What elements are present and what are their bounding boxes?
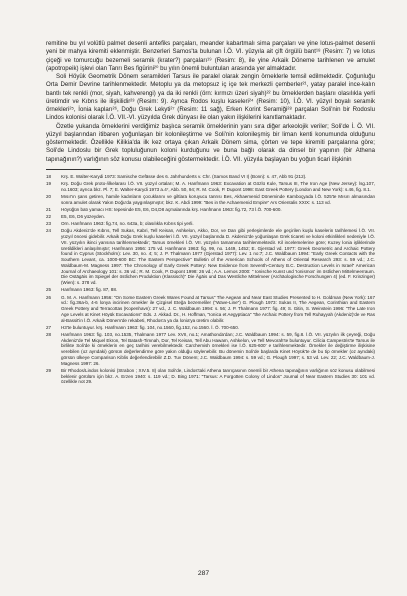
body-paragraph: Soli Höyük Geometrik Dönem seramikleri Tarsus ile paralel olarak zengin örneklerle temsil edilmektedir. Çoğunluğu Orta Demir Devrine tarihlenmektedir. Metoplu ya da metopsuz iç içe tek merkezli çemberler²¹, yatay paralel ince-kalın bantlı tek renkli (mor, siyah, kahverengi) ya da iki renkli (örn: kırmızı üzeri siyah)²² bu örneklerden başlarıı olasılıkla yerli üretimdir ve Kıbrıs ile ilişkilidir²³ (Resim: 9). Ayrıca Rodos kuşlu kaseleri²⁴ (Resim: 10), İ.Ö. VI. yüzyıl boyalı seramik örnekleri²⁵, İonia kapları²⁶, Doğu Grek Lekyti²⁷ (Resim: 11 sağ), Erken Korint Seramiği²⁸ parçaları Soli'nin bir Rodoslu Lindos kolonisi olarak İ.Ö. VII.-VI. yüzyılda Grek dünyası ile olan yakın ilişkilerini kanıtlamaktadır. xyxy=(46,73,375,122)
body-paragraph: remitine bu yıl volütlü palmet desenli antefiks parçaları, meander kabartmalı sima parçaları ve yine lotus-palmet desenli yeni bir mahya kiremiti eklenmiştir. Benzerleri Samos'ta bulunan İ.Ö. VI. yüzyıla ait çift örgülü bant¹⁸ (Resim: 7) ve lotus çiçeği ve tomurcuğu bezemeli seramik (krater?) parçaları¹⁹ (Resim: 8), ile yine Arkaik Döneme tarihlenen ve amulet (apotropeik) işlevi olan Tanrı Bes figürini²⁰ bu yılın önemli buluntuları arasında yer almaktadır. xyxy=(46,40,375,72)
footnote-text: Krş. E. Walter-Karydi 1973: Samische Gefässe des 6. Jahrhunderts v. Chr. (Samos Band VI I) (Bonn): s. 47, Abb 91 (212). xyxy=(61,173,307,179)
footnote-text: Höyüğün batı yamacı HS: tepesinde E5, E6, D4,D8 açmalarında krş. Hanfmann 1963: fig.72, 73 İ.Ö. 700-600. xyxy=(61,206,282,212)
footnote-number: 22 xyxy=(46,214,52,219)
footnote-number: 28 xyxy=(46,331,52,337)
footnote xyxy=(46,194,375,206)
footnote xyxy=(46,221,375,227)
footnote-number: 21 xyxy=(46,206,52,212)
footnote-text: Hanfmann 1963: fig. 103, no.1535, Thalmann 1977 Lev. XVII, no.1; Amathonda'dan; J.C. Waldbaum 1994: s. 59, fig.8. İ.Ö. VII. yüzyılın ilk çeyreği, Doğu Akdeniz'de Tel Miquel Ekron, Tel Batash-Timnah, Dor, Tel Keisan, Tell Abu Hawam, Ashkelon, ve Tell Mevorah'te buluntuyur. Cilicia Campestris'te Tarsus ile birlikte Soli'de ki örneklerin en geç tarihini verebilmektedir. Carchemish örnekleri ise İ.Ö. 625-600' e tarihlenmektedir. Örnekler ile değiştirme ilişkisine verebilen (oz ayrıdaki) görsün değerlendirme göre yakın olduğu söylenebilir. Bu dönemin Soli'de başlarda Kinet Höyük'te de bu tip örnekler (oz ayrıdaki) görsün ülkeye Comparison Kiblis değerlendirebilir Z.D. Tuv Dönem; J.C. Waldbaum 1994: s. 59 vd.; G. Plough 1997; s. 53 vd. Lev. 22; J.C. Waldbaum-J. Magness 1997: 26. xyxy=(61,331,375,366)
footnote xyxy=(46,181,375,193)
footnote-text: G. M. A. Hanfmann 1956: "On Some Eastern Greek Wares Found at Tarsus" The Aegean and Near East Studies Presented to H. Goldman (New York): 167 vd.: fig.36a-b, 4-6 İonya incirinen örnekler ile Çizgisel Eteğa bezemeliler ("Wave-Line") G. Plough 1973: Sukas II, The Aegean, Corinthian and Eastern Greek Pottery and Terracottas (Kopenhavn): 27 vd., J. C. Waldbaum 1994: s. 56; J. P. Thalmann 1977: fig. 49; S. Gitin, S. Weinstein 1996: "The Late Iron Age Levels at Kinet Höyük Excavations" Eds. J. Akkad. Dr., H. Hoffman, "Ionica et Aegyptiaca" "the Archaic Pottery from Tell Ruhayyah (Akdeniz)'de ve Ras al-Bassit'in İ.Ö. Arkaik Dönem'de rekabeti, Rhodos'a ya da İonia'ya üretim olabilir. xyxy=(61,294,375,323)
footnote-separator xyxy=(46,169,101,170)
footnote-number: 26 xyxy=(46,294,52,300)
footnote xyxy=(46,207,375,213)
page-number: 287 xyxy=(197,570,210,577)
footnote-text: Bir Rhodos/Lindos kolonisi (Strabon ; XIV.5. 8) olan Soli'de, Lindos'taki Athena tanrıçasının önemli bir Athena tapınağının varlığının söz konusu olabilmesi beklenir görülüm için bkz. A. Erzen 1940: s. 119 vd.; D. Bing 1971: "Tarsus: A Forgotten Colony of Lindos" Journal of Near Eastern Studies 30: 101 vd. özellikle not 29. xyxy=(61,367,375,385)
footnote-number: 27 xyxy=(46,324,52,330)
body-paragraph: Özetle yukarıda örneklerini verdiğimiz başlıca seramik örneklerinin yanı sıra diğer arkeolojik veriler; Soli'de İ. Ö. VII. yüzyıl başlarından itibaren yoğunlaşan bir kolonileştirme ve Soli'nin kolonileşmiş bir liman kenti konumunda olduğunu göstermektedir. Özellikle Kilikia'da ilk kez ortaya çıkan Arkaik Dönem sima, çörten ve tepe kiremiti parçalarına göre; Soli'de Lindoslu bir Grek topluluğunun koloni kurduğunu ve buna bağlı olarak da dinsel bir yapının (bir Athena tapınağının?) varlığının söz konusu olabileceğini göstermektedir. İ.Ö. VII. yüzyıla başlayan bu yoğun ticari ilişkinin xyxy=(46,122,375,163)
footnote-number: 23 xyxy=(46,221,52,227)
footnote xyxy=(46,295,375,324)
footnote xyxy=(46,174,375,180)
footnote-number: 25 xyxy=(46,287,52,293)
footnote-text: Doğu Akdeniz'de Kıbrıs, Tell Sukas, Kabri, Tell Keisan, Ashkelon, Akko, Dor, ve Dan gibi yerleşimlerde ele geçirilen kuşlu kaselerin tarihlemesi İ.Ö. VII. yüzyıl öncesi gidebilir. Arkaik Doğu Grek kuşlu kaseleri İ.Ö. VII. yüzyıl başlarında D. Akdeniz'de yoğunlaşan Grek ticareti ve koloni etkinlikleri nedeniyle İ.Ö. VII. yüzyılın ikinci yarısına tarihlenmektedir; Tarsus örnekleri İ.Ö. VII. yüzyılın tamamına tarihlenmektedir. Kil incelemelerine göre; Kuzey İonia işliklerinde üretildikleri anlaşılmıştır; Hanfmann 1956: 175 vd. Hanfmann 1963: fig. 99, no. 1449, 1452; E. Gjerstad vd. 1977: Greek Geometric and Archaic Pottery found in Cyprus (Stockholm): Lev. 30, no. 4; 5; J. P. Thalmann 1977 (Gjerstad 1977): Lev. 1 no:7; J.C. Waldbaum 1994: "Early Greek Contacts with the Southern Levant, ca. 1000-600 BC: The Eastern Perspective" Bulletin of the American Schools of Athens of Oriental Research 293: s. 59 vd.; J.C. Waldbaum-M. Magness 1997: The Chronology of Early Greek Pottery: New Evidence from Seventh-Century B.C. Destruction Levels in Israel" American Journal of Archaeology 101: s. 36 vd.; R. M. Cook, P. Dupont 1998: 26 vd.; A.A. Lemos 2000: " Ionische Kunst und 'Ionismos' im östlichen Mittelmeerraum. Die Ostägäis im Spiegel der östlichen Produktion (Klassisch)" Die Ägäis und Das Westliche Mittelmeer (Archäologische Forschungen 4) (ed. F. Krinzinger) (Wien): s. 378 vd. xyxy=(61,228,375,286)
footnote-text: Mısır'ın şans getiren, hamile kadınların çocuklarını ve giltlara koruyucu tanrısı Bes, Akhaemenid Döneminde Kamboçyada İ.Ö. 525'te Mısırı almasından sonra amulet olarak Yakın Doğu'da yaygınlaşmıştır; bkz. K. Abdi 1999: "Bes in the Achaemenid Empire" Ars Orientalis XXIX: s. 113 vd. xyxy=(61,193,375,205)
page-content xyxy=(46,40,375,387)
footnote xyxy=(46,325,375,331)
footnote xyxy=(46,287,375,293)
footnote-number: 19 xyxy=(46,180,52,186)
footnotes xyxy=(46,174,375,385)
footnote-text: H3'te buluntuyur. krş. Hanfmann 1963: fig. 104, no.1560, fig.152, no.1560. İ. Ö. 700-650. xyxy=(61,324,240,330)
footnote-number: 18 xyxy=(46,173,52,179)
footnote-text: Krş. Doğu Grek proto-/ilkelarası İ.Ö. VII. yüzyıl ortaları; M. A. Hanfmann 1963: Excavation at Gözlü Kule, Tarsus III, The Iron Age (New Jersey): lsg.107, no.1603; ayrıca bkz. Pl. 7; E. Walter-Karydi 1973 a.4⁷, Abb. 50, 94; R. M. Cook, P. Dupont 1998: East Greek Pottery (London and New York): s.46, fig. 8.1. xyxy=(61,180,375,192)
footnote-number: 29 xyxy=(46,367,52,373)
footnote-text: E5, E6, D6 yüzeyden. xyxy=(61,214,105,219)
footnote xyxy=(46,368,375,385)
footnote xyxy=(46,228,375,286)
footnote xyxy=(46,332,375,367)
footnote-text: Orn. Hanfmann 1963: fig.74, no. 643a, b; olasılıkla Kıbrıs tipi yerli. xyxy=(61,221,194,227)
footnote-text: Hanfmann 1963: fig. 87, 88. xyxy=(61,287,118,293)
footnote-number: 20 xyxy=(46,193,52,199)
footnote-number: 24 xyxy=(46,228,52,234)
footnote xyxy=(46,214,375,220)
